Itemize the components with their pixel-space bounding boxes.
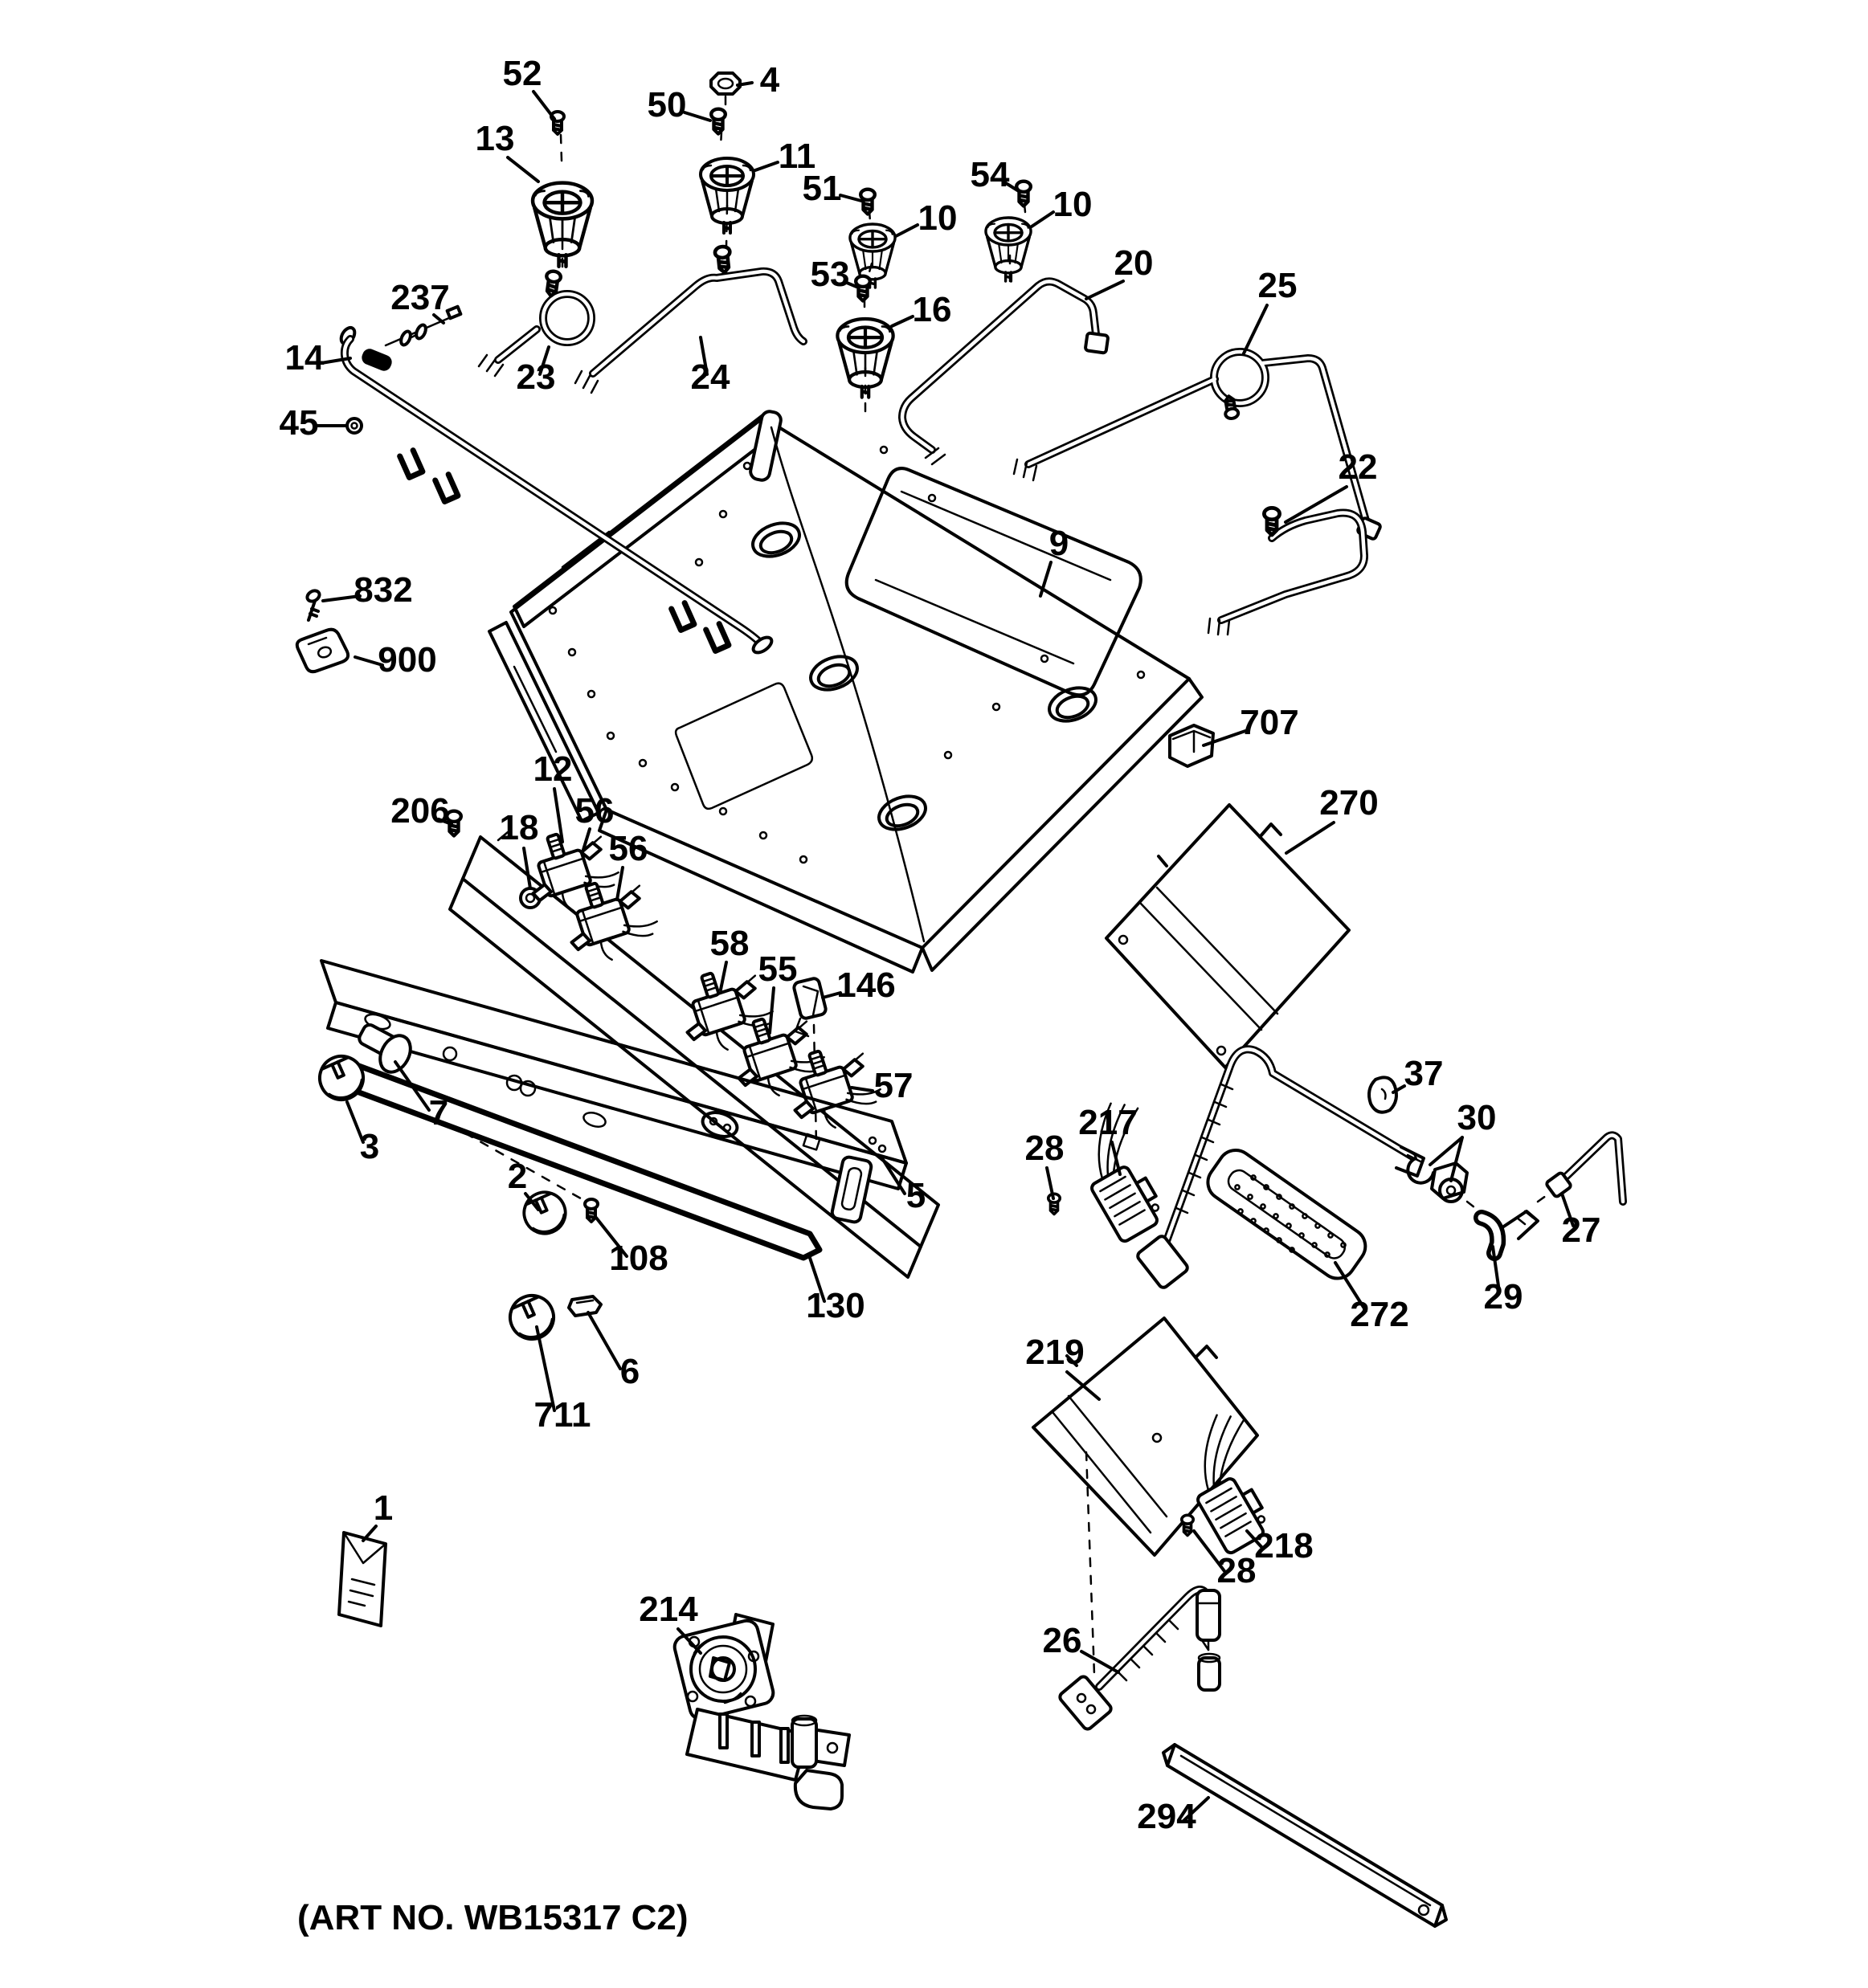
part-number-label: 711 (533, 1395, 591, 1435)
part-number-label: 45 (279, 403, 319, 443)
callout-25-12 (1244, 266, 1297, 353)
elbow-29 (1482, 1194, 1549, 1253)
orifice-54 (1016, 182, 1031, 206)
envelope-1 (339, 1533, 386, 1626)
burner-head-10b (986, 218, 1031, 281)
part-number-label: 16 (912, 290, 952, 329)
part-number-label: 10 (1053, 185, 1093, 224)
part-number-label: 54 (970, 155, 1010, 194)
screw-28b (1182, 1515, 1193, 1535)
leader-line (770, 988, 774, 1033)
callout-51-5 (803, 169, 861, 208)
part-number-label: 57 (873, 1066, 914, 1105)
part-number-label: 12 (533, 749, 573, 789)
callout-711-40 (534, 1327, 591, 1435)
channel-294 (1163, 1745, 1446, 1926)
part-number-label: 219 (1025, 1333, 1085, 1372)
knob-3 (313, 1049, 370, 1106)
callout-26-51 (1043, 1621, 1118, 1672)
callout-130-37 (806, 1258, 865, 1325)
callout-7-34 (395, 1062, 448, 1133)
callout-37-43 (1393, 1054, 1443, 1093)
callout-707-22 (1204, 703, 1299, 745)
bake-burner-26 (1058, 1590, 1220, 1731)
orifice-51 (860, 190, 875, 214)
part-number-label: 237 (390, 278, 450, 317)
clamps-30 (1408, 1158, 1482, 1213)
callout-108-36 (596, 1218, 668, 1278)
trim-130 (337, 1060, 820, 1258)
callout-45-17 (280, 403, 345, 443)
leader-line (1286, 823, 1334, 853)
leader-line (1032, 212, 1053, 227)
leader-line (896, 225, 918, 236)
part-number-label: 26 (1042, 1621, 1082, 1660)
part-number-label: 56 (574, 791, 615, 831)
part-number-label: 28 (1024, 1129, 1065, 1168)
part-number-label: 206 (390, 791, 450, 831)
part-number-label: 10 (918, 198, 958, 238)
part-number-label: 51 (802, 169, 842, 208)
artwork (297, 73, 1623, 1926)
callout-9-19 (1040, 524, 1069, 596)
part-number-label: 7 (428, 1093, 449, 1133)
leader-line (755, 162, 778, 170)
nut-4 (711, 73, 740, 94)
leader-line (685, 112, 710, 120)
leader-line (840, 195, 861, 201)
part-number-label: 146 (836, 965, 896, 1005)
callout-146-31 (823, 965, 896, 1005)
tube-22 (1208, 508, 1364, 635)
callout-10-6 (896, 198, 957, 238)
part-number-label: 52 (502, 54, 542, 93)
tube-27 (1546, 1135, 1623, 1202)
callout-18-26 (500, 808, 539, 888)
leader-line (533, 92, 554, 119)
callout-1-52 (363, 1488, 393, 1541)
part-number-label: 30 (1457, 1098, 1497, 1137)
leader-line (588, 1312, 620, 1369)
leader-line (524, 848, 530, 888)
part-number-label: 130 (806, 1286, 865, 1325)
callout-294-54 (1137, 1797, 1208, 1836)
bracket-900 (297, 630, 348, 672)
part-number-label: 900 (378, 640, 437, 680)
part-number-label: 53 (810, 255, 850, 294)
clip-6 (569, 1296, 601, 1316)
part-number-label: 707 (1240, 703, 1299, 742)
callout-214-53 (639, 1590, 701, 1653)
valve-assembly-214 (672, 1614, 849, 1809)
callout-219-48 (1025, 1333, 1099, 1399)
part-number-label: 37 (1404, 1054, 1444, 1093)
part-number-label: 13 (475, 119, 515, 158)
callout-2-35 (508, 1157, 538, 1210)
callout-52-0 (503, 54, 554, 119)
part-number-label: 27 (1561, 1210, 1601, 1250)
shield-270 (1106, 805, 1349, 1067)
callout-900-21 (355, 640, 437, 680)
callout-56-28 (609, 829, 648, 900)
screw-832 (305, 589, 321, 620)
orifice-53 (856, 276, 870, 301)
callout-16-11 (892, 290, 951, 329)
part-number-label: 11 (778, 137, 816, 176)
callout-24-16 (691, 337, 730, 397)
part-number-label: 29 (1483, 1277, 1523, 1316)
part-number-label: 23 (516, 357, 556, 397)
art-number: (ART NO. WB15317 C2) (297, 1898, 689, 1937)
leader-line (1244, 305, 1267, 353)
callout-6-39 (588, 1312, 640, 1391)
part-number-label: 14 (284, 338, 325, 378)
part-number-label: 272 (1350, 1295, 1409, 1334)
callout-12-25 (533, 749, 573, 842)
part-number-label: 832 (354, 570, 413, 610)
part-number-label: 4 (759, 60, 780, 100)
part-number-label: 218 (1254, 1526, 1314, 1565)
part-number-label: 3 (359, 1127, 380, 1166)
callout-layer (280, 54, 1601, 1836)
part-number-label: 217 (1078, 1103, 1138, 1142)
part-number-label: 1 (373, 1488, 394, 1528)
part-number-label: 5 (905, 1176, 926, 1215)
callout-28-42 (1025, 1129, 1065, 1198)
part-number-label: 9 (1048, 524, 1069, 563)
callout-53-10 (811, 255, 856, 294)
callout-3-33 (347, 1102, 379, 1166)
orifice-50 (711, 109, 726, 134)
callout-57-32 (852, 1066, 913, 1105)
part-number-label: 270 (1319, 783, 1379, 823)
tube-24 (575, 246, 803, 393)
part-number-label: 55 (758, 949, 798, 989)
washer-45 (347, 418, 362, 433)
part-number-label: 2 (507, 1157, 528, 1196)
callout-50-2 (648, 85, 710, 125)
leader-line (395, 1062, 429, 1110)
callout-237-13 (390, 278, 449, 323)
callout-20-9 (1086, 243, 1153, 299)
callout-23-15 (517, 347, 556, 397)
knob-711 (503, 1288, 560, 1345)
part-number-label: 6 (619, 1352, 640, 1391)
part-number-label: 214 (639, 1590, 698, 1629)
part-number-label: 58 (709, 924, 750, 963)
burner-box (400, 410, 1202, 972)
callout-4-1 (738, 60, 780, 100)
callout-832-20 (323, 570, 413, 610)
callout-13-3 (476, 119, 538, 182)
callout-270-23 (1286, 783, 1379, 853)
mesh-272 (1201, 1143, 1372, 1285)
part-number-label: 18 (499, 808, 539, 847)
callout-10-8 (1032, 185, 1092, 227)
leader-line (508, 157, 538, 182)
burner-head-13 (533, 183, 592, 267)
callout-218-49 (1247, 1526, 1314, 1565)
part-number-label: 56 (608, 829, 648, 868)
tube-25 (1014, 352, 1381, 540)
leader-line (892, 316, 913, 326)
part-number-label: 294 (1137, 1797, 1196, 1836)
part-number-label: 25 (1257, 266, 1298, 305)
part-number-label: 22 (1338, 447, 1378, 487)
callout-54-7 (971, 155, 1019, 194)
part-number-label: 108 (609, 1239, 668, 1278)
burner-head-11 (701, 158, 754, 233)
part-number-label: 20 (1114, 243, 1154, 283)
part-number-label: 24 (690, 357, 730, 397)
leader-line (1081, 1651, 1118, 1672)
leader-line (852, 1088, 873, 1091)
callout-206-24 (390, 791, 452, 831)
tag-37 (1369, 1077, 1396, 1112)
callout-27-45 (1562, 1194, 1601, 1250)
part-number-label: 50 (647, 85, 687, 125)
callout-14-14 (285, 338, 350, 378)
leader-line (721, 962, 726, 990)
leader-line (1086, 281, 1123, 299)
part-number-label: 28 (1216, 1551, 1257, 1590)
